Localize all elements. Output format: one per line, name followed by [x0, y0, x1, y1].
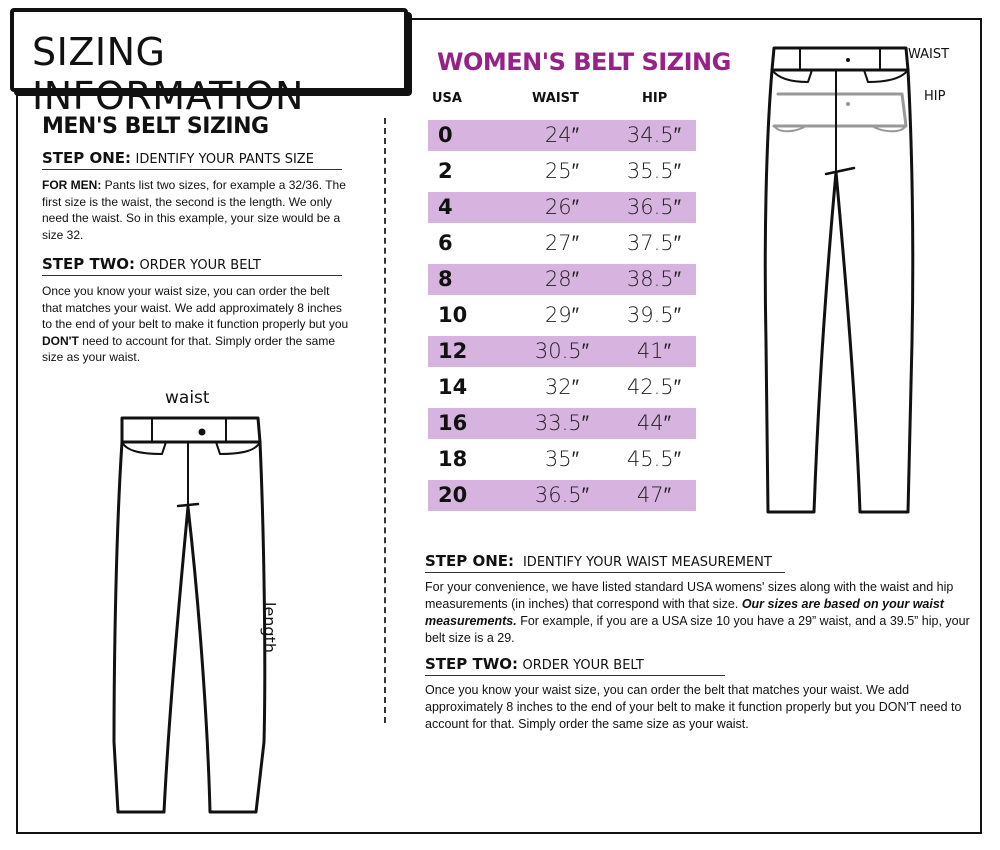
row-usa: 12: [438, 339, 468, 363]
womens-step-one: [425, 542, 985, 647]
mens-step-one-text: [42, 177, 350, 243]
page-title: SIZING INFORMATION: [32, 30, 304, 118]
table-row: [428, 300, 696, 331]
womens-heading: WOMEN'S BELT SIZING: [437, 48, 731, 76]
row-waist: 25″: [544, 159, 580, 183]
mens-step-two-text: [42, 283, 350, 366]
row-hip: 47″: [636, 483, 672, 507]
mens-step-two-heading: [42, 255, 342, 276]
row-usa: 6: [438, 231, 453, 255]
row-usa: 14: [438, 375, 468, 399]
title-box: [10, 8, 408, 118]
row-hip: 38.5″: [626, 267, 682, 291]
womens-waist-label: WAIST: [908, 47, 950, 62]
table-row: [428, 444, 696, 475]
row-waist: 32″: [544, 375, 580, 399]
mens-step-two-emphasis: DON'T: [42, 333, 79, 348]
row-usa: 4: [438, 195, 453, 219]
row-usa: 2: [438, 159, 453, 183]
mens-step-two-label: STEP TWO:: [42, 255, 136, 273]
mens-step-one-body: Pants list two sizes, for example a 32/36. The first size is the waist, the second is the length. We only need the waist. So in this example, your size would be a size 32.: [42, 178, 346, 242]
womens-hip-label: HIP: [924, 89, 946, 104]
table-row: [428, 408, 696, 439]
mens-step-one-title: IDENTIFY YOUR PANTS SIZE: [135, 152, 314, 167]
row-hip: 34.5″: [626, 123, 682, 147]
row-hip: 41″: [636, 339, 672, 363]
row-waist: 28″: [544, 267, 580, 291]
row-waist: 27″: [544, 231, 580, 255]
mens-step-one-heading: [42, 149, 342, 170]
womens-pants-illustration: [760, 42, 920, 522]
col-header-waist: WAIST: [532, 91, 579, 106]
row-hip: 37.5″: [626, 231, 682, 255]
table-row: [428, 372, 696, 403]
table-row: [428, 480, 696, 511]
womens-step-one-body-b: For example, if you are a USA size 10 you have a 29” waist, and a 39.5” hip, your belt size is a 29.: [425, 614, 970, 645]
row-hip: 39.5″: [626, 303, 682, 327]
row-usa: 16: [438, 411, 468, 435]
mens-step-two-body-b: need to account for that. Simply order the same size as your waist.: [42, 333, 335, 364]
mens-heading: MEN'S BELT SIZING: [42, 114, 269, 139]
row-hip: 35.5″: [626, 159, 682, 183]
row-waist: 30.5″: [534, 339, 590, 363]
mens-step-one-label: STEP ONE:: [42, 149, 132, 167]
table-row: [428, 264, 696, 295]
row-waist: 26″: [544, 195, 580, 219]
womens-step-one-body-a: For your convenience, we have listed standard USA womens' sizes along with the waist and hip measurements (in inches) that correspond with that size.: [425, 580, 954, 611]
mens-length-label: length: [260, 602, 279, 653]
row-hip: 44″: [636, 411, 672, 435]
table-row: [428, 228, 696, 259]
row-usa: 8: [438, 267, 453, 291]
mens-step-one-lead: FOR MEN:: [42, 178, 102, 192]
mens-section: [42, 114, 350, 366]
table-row: [428, 192, 696, 223]
womens-step-two: [425, 645, 985, 733]
mens-step-two-body-a: Once you know your waist size, you can order the belt that matches your waist. We add approximately 8 inches to the end of your belt to make it function properly but you: [42, 284, 349, 331]
womens-step-two-heading: [425, 655, 725, 676]
womens-step-one-text: [425, 579, 985, 647]
table-row: [428, 336, 696, 367]
row-waist: 35″: [544, 447, 580, 471]
row-usa: 18: [438, 447, 468, 471]
row-usa: 20: [438, 483, 468, 507]
row-hip: 42.5″: [626, 375, 682, 399]
mens-waist-label: waist: [165, 388, 210, 408]
womens-step-two-label: STEP TWO:: [425, 655, 519, 673]
row-waist: 24″: [544, 123, 580, 147]
mens-step-two-title: ORDER YOUR BELT: [139, 258, 261, 273]
table-row: [428, 120, 696, 151]
row-waist: 36.5″: [534, 483, 590, 507]
womens-step-one-label: STEP ONE:: [425, 552, 515, 570]
row-hip: 45.5″: [626, 447, 682, 471]
table-row: [428, 156, 696, 187]
womens-step-two-text: Once you know your waist size, you can order the belt that matches your waist. We add approximately 8 inches to the end of your belt to make it function properly but you DON'T need to account for that. Simply order the same size as your waist.: [425, 683, 962, 731]
row-waist: 33.5″: [534, 411, 590, 435]
mens-pants-illustration: [108, 412, 278, 822]
row-hip: 36.5″: [626, 195, 682, 219]
womens-step-one-title: IDENTIFY YOUR WAIST MEASUREMENT: [522, 555, 772, 570]
col-header-hip: HIP: [642, 91, 668, 106]
row-waist: 29″: [544, 303, 580, 327]
womens-step-one-heading: [425, 552, 785, 573]
section-divider: [384, 118, 386, 723]
womens-step-one-emphasis: Our sizes are based on your waist measurements.: [425, 597, 944, 628]
womens-step-two-title: ORDER YOUR BELT: [522, 658, 644, 673]
row-usa: 0: [438, 123, 453, 147]
col-header-usa: USA: [432, 91, 462, 106]
row-usa: 10: [438, 303, 468, 327]
